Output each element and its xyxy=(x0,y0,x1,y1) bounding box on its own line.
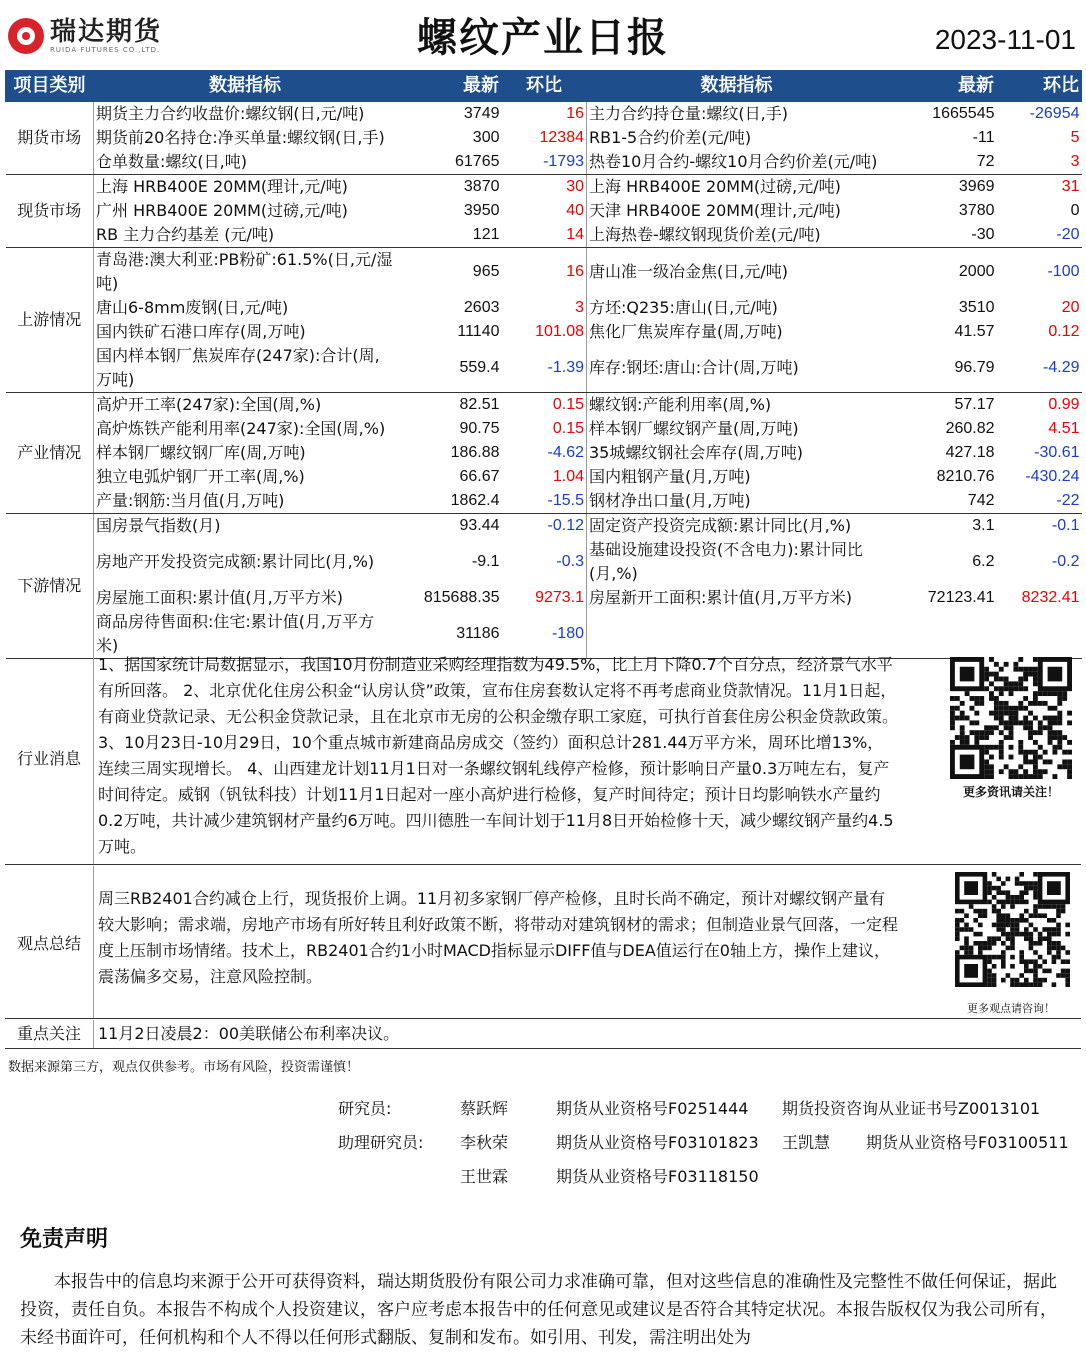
indicator-change: -15.5 xyxy=(502,489,587,514)
focus-text: 11月2日凌晨2：00美联储公布利率决议。 xyxy=(98,1024,400,1043)
news-text: 1、据国家统计局数据显示，我国10月份制造业采购经理指数为49.5%，比上月下降0.7个百分点，经济景气水平有所回落。 2、北京优化住房公积金“认房认贷”政策，宣布住房套数认定将不再考虑商业贷款情况。11月1日起，有商业贷款记录、无公积金贷款记录，且在北京市无房的公积金缴存职工家庭，可执行首套住房公积金贷款政策。 3、10月23日-10月29日，10个重点城市新建商品房成交（签约）面积总计281.44万平方米，周环比增13%，连续三周实现增长。 4、山西建龙计划11月1日对一条螺纹钢轧线停产检修，预计影响日产量0.3万吨左右，复产时间待定。威钢（钒钛科技）计划11月1日起对一座小高炉进行检修，复产时间待定；预计日均影响铁水产量约0.2万吨，共计减少建筑钢材产量约6万吨。四川德胜一车间计划于11月8日开始检修十天，减少螺纹钢产量约4.5万吨。 xyxy=(98,655,899,856)
news-label: 行业消息 xyxy=(5,651,94,864)
risk-note: 数据来源第三方，观点仅供参考。市场有风险，投资需谨慎！ xyxy=(8,1060,360,1075)
indicator-name: RB1-5合约价差(元/吨) xyxy=(589,128,752,147)
indicator-latest: 1862.4 xyxy=(397,489,502,514)
indicator-name: 基础设施建设投资(不含电力):累计同比(月,%) xyxy=(589,540,863,583)
indicator-change: -1.39 xyxy=(502,344,587,393)
indicator-change: -4.29 xyxy=(997,344,1082,393)
logo-english: RUIDA FUTURES CO.,LTD. xyxy=(50,46,161,54)
indicator-change: -1793 xyxy=(502,150,587,175)
researcher-name: 蔡跃辉 xyxy=(460,1099,509,1118)
indicator-latest: 82.51 xyxy=(459,396,500,413)
table-row xyxy=(6,465,1082,489)
indicator-change: -22 xyxy=(997,489,1082,514)
table-row xyxy=(6,150,1082,175)
col-latest-right: 最新 xyxy=(887,71,997,102)
indicator-latest: 186.88 xyxy=(450,444,500,461)
report-header xyxy=(0,0,1086,70)
researcher-label: 研究员: xyxy=(338,1099,392,1118)
indicator-latest: 3950 xyxy=(463,202,500,219)
indicator-change: 4.51 xyxy=(1048,420,1080,437)
indicator-latest: 57.17 xyxy=(954,396,995,413)
indicator-change: 12384 xyxy=(502,126,587,150)
indicator-change: 0.12 xyxy=(1048,323,1080,340)
col-change-left: 环比 xyxy=(502,71,587,102)
focus-label: 重点关注 xyxy=(5,1020,94,1048)
indicator-name: 库存:钢坯:唐山:合计(周,万吨) xyxy=(587,344,887,393)
table-row xyxy=(6,102,1082,127)
report-date: 2023-11-01 xyxy=(934,24,1076,55)
assistant-license-3: 期货从业资格号F03118150 xyxy=(556,1167,759,1186)
table-row xyxy=(6,344,1082,393)
col-category: 项目类别 xyxy=(6,71,94,102)
indicator-name: 钢材净出口量(月,万吨) xyxy=(587,489,887,514)
indicator-change: 14 xyxy=(502,223,587,248)
indicator-latest: 3.1 xyxy=(972,517,995,534)
indicator-name: 上海 HRB400E 20MM(过磅,元/吨) xyxy=(589,177,841,196)
indicator-name: 焦化厂焦炭库存量(周,万吨) xyxy=(589,322,783,341)
indicator-name: 期货主力合约收盘价:螺纹钢(日,元/吨) xyxy=(96,104,365,123)
table-row xyxy=(6,393,1082,418)
table-row xyxy=(6,199,1082,223)
indicator-change: -0.1 xyxy=(1051,517,1080,534)
table-row xyxy=(6,489,1082,514)
indicator-latest: 31186 xyxy=(397,610,502,659)
indicator-name: 房地产开发投资完成额:累计同比(月,%) xyxy=(96,552,375,571)
indicator-name: 天津 HRB400E 20MM(理计,元/吨) xyxy=(589,201,841,220)
indicator-name: 固定资产投资完成额:累计同比(月,%) xyxy=(589,516,852,535)
indicator-latest: 3780 xyxy=(958,202,995,219)
indicator-name: 高炉开工率(247家):全国(周,%) xyxy=(96,395,322,414)
indicator-name: 唐山准一级冶金焦(日,元/吨) xyxy=(589,262,788,281)
category-cell: 期货市场 xyxy=(6,102,94,175)
indicator-change: -30.61 xyxy=(1034,444,1080,461)
indicator-name: 高炉炼铁产能利用率(247家):全国(周,%) xyxy=(96,419,386,438)
researcher-license: 期货从业资格号F0251444 xyxy=(556,1099,749,1118)
indicator-change: -180 xyxy=(502,610,587,659)
news-section xyxy=(5,651,1081,865)
indicator-latest: 260.82 xyxy=(945,420,995,437)
indicator-latest: 559.4 xyxy=(397,344,502,393)
indicator-latest: 96.79 xyxy=(887,344,997,393)
indicator-latest: 2603 xyxy=(463,299,500,316)
indicator-latest: 66.67 xyxy=(459,468,500,485)
indicator-latest: 121 xyxy=(397,223,502,248)
indicator-name: 样本钢厂螺纹钢产量(周,万吨) xyxy=(589,419,799,438)
indicator-change: 101.08 xyxy=(502,320,587,344)
indicator-change: 31 xyxy=(1061,178,1080,195)
table-row xyxy=(6,126,1082,150)
indicator-change: -430.24 xyxy=(1025,468,1080,485)
indicator-latest: 90.75 xyxy=(459,420,500,437)
table-row xyxy=(6,441,1082,465)
assistant-license-2: 期货从业资格号F03100511 xyxy=(866,1133,1069,1152)
category-cell: 下游情况 xyxy=(6,514,94,659)
indicator-change: 5 xyxy=(1070,129,1080,146)
indicator-name: 螺纹钢:产能利用率(周,%) xyxy=(589,395,772,414)
category-cell: 产业情况 xyxy=(6,393,94,514)
qr-code-news-icon xyxy=(950,657,1072,779)
indicator-change: -100 xyxy=(1047,263,1080,280)
col-latest-left: 最新 xyxy=(397,71,502,102)
indicator-name: 房屋新开工面积:累计值(月,万平方米) xyxy=(589,588,852,607)
indicator-change: 16 xyxy=(502,248,587,297)
logo-name: 瑞达期货 xyxy=(50,17,163,47)
col-indicator-right: 数据指标 xyxy=(587,71,887,102)
indicator-latest: 41.57 xyxy=(954,323,995,340)
indicator-change: 8232.41 xyxy=(1021,589,1080,606)
indicator-change: 3 xyxy=(502,296,587,320)
indicator-change: -0.2 xyxy=(1051,553,1080,570)
indicator-change: -26954 xyxy=(1029,105,1080,122)
indicator-name: 样本钢厂螺纹钢厂库(周,万吨) xyxy=(96,443,306,462)
indicator-latest: -11 xyxy=(972,129,995,146)
indicator-latest: 965 xyxy=(472,263,500,280)
indicator-name: 国内样本钢厂焦炭库存(247家):合计(周,万吨) xyxy=(94,344,397,393)
indicator-name: 广州 HRB400E 20MM(过磅,元/吨) xyxy=(96,201,348,220)
indicator-latest: 93.44 xyxy=(459,517,500,534)
indicator-name: 35城螺纹钢社会库存(周,万吨) xyxy=(589,443,803,462)
indicator-latest: 3969 xyxy=(958,178,995,195)
qr-code-summary-icon xyxy=(955,872,1070,987)
indicator-latest: 3749 xyxy=(463,105,500,122)
table-row xyxy=(6,175,1082,200)
indicator-latest: 61765 xyxy=(397,150,502,175)
indicator-latest: -30 xyxy=(887,223,997,248)
indicator-change: -0.3 xyxy=(502,538,587,586)
indicator-name: 国内粗钢产量(月,万吨) xyxy=(589,467,751,486)
indicator-change: -4.62 xyxy=(502,441,587,465)
indicator-change: -0.12 xyxy=(502,514,587,539)
indicator-change: 16 xyxy=(502,102,587,127)
indicator-latest: 6.2 xyxy=(972,553,995,570)
summary-section xyxy=(5,866,1081,1019)
indicator-name: 仓单数量:螺纹(日,吨) xyxy=(94,150,397,175)
indicator-name: 方坯:Q235:唐山(日,元/吨) xyxy=(589,298,778,317)
assistant-name-1: 李秋荣 xyxy=(460,1133,509,1152)
indicator-latest: 8210.76 xyxy=(936,468,995,485)
indicator-change: 0.99 xyxy=(1048,396,1080,413)
data-table xyxy=(5,70,1082,659)
qr-caption-news: 更多资讯请关注！ xyxy=(962,785,1059,799)
report-title: 螺纹产业日报 xyxy=(417,15,669,61)
indicator-latest: 72 xyxy=(887,150,997,175)
indicator-latest: 1665545 xyxy=(932,105,995,122)
indicator-name: 上海热卷-螺纹钢现货价差(元/吨) xyxy=(587,223,887,248)
indicator-latest: 11140 xyxy=(457,323,500,340)
indicator-change: 20 xyxy=(1061,299,1080,316)
category-cell: 现货市场 xyxy=(6,175,94,248)
indicator-change: 0 xyxy=(1070,202,1080,219)
indicator-change: 1.04 xyxy=(502,465,587,489)
indicator-name: 上海 HRB400E 20MM(理计,元/吨) xyxy=(96,177,348,196)
table-row xyxy=(6,586,1082,610)
indicator-latest: 427.18 xyxy=(945,444,995,461)
indicator-name: 独立电弧炉钢厂开工率(周,%) xyxy=(96,467,305,486)
indicator-name: 唐山6-8mm废钢(日,元/吨) xyxy=(96,298,289,317)
indicator-change: -20 xyxy=(997,223,1082,248)
category-cell: 上游情况 xyxy=(6,248,94,393)
indicator-name: 热卷10月合约-螺纹10月合约价差(元/吨) xyxy=(587,150,887,175)
table-header-row xyxy=(6,71,1082,102)
col-indicator-left: 数据指标 xyxy=(94,71,397,102)
indicator-name: 产量:钢筋:当月值(月,万吨) xyxy=(94,489,397,514)
indicator-latest: 815688.35 xyxy=(423,589,500,606)
assistant-name-3: 王世霖 xyxy=(460,1167,509,1186)
indicator-name: 国内铁矿石港口库存(周,万吨) xyxy=(96,322,306,341)
table-row xyxy=(6,248,1082,297)
indicator-name: 商品房待售面积:住宅:累计值(月,万平方米) xyxy=(94,610,397,659)
disclaimer-text: 本报告中的信息均来源于公开可获得资料，瑞达期货股份有限公司力求准确可靠，但对这些信息的准确性及完整性不做任何保证，据此投资，责任自负。本报告不构成个人投资建议，客户应考虑本报告中的任何意见或建议是否符合其特定状况。本报告版权仅为我公司所有，未经书面许可，任何机构和个人不得以任何形式翻版、复制和发布。如引用、刊发，需注明出处为 xyxy=(20,1272,1057,1348)
indicator-name: 期货前20名持仓:净买单量:螺纹钢(日,手) xyxy=(96,128,385,147)
focus-section xyxy=(5,1020,1081,1049)
indicator-name: 国房景气指数(月) xyxy=(96,516,221,535)
indicator-change: 30 xyxy=(502,175,587,200)
indicator-change: 9273.1 xyxy=(502,586,587,610)
table-row xyxy=(6,223,1082,248)
indicator-latest: 300 xyxy=(472,129,500,146)
table-row xyxy=(6,538,1082,586)
summary-text: 周三RB2401合约减仓上行，现货报价上调。11月初多家钢厂停产检修，且时长尚不确定，预计对螺纹钢产量有较大影响；需求端，房地产市场有所好转且利好政策不断，将带动对建筑钢材的需求；但制造业景气回落，一定程度上压制市场情绪。技术上，RB2401合约1小时MACD指标显示DIFF值与DEA值运行在0轴上方，操作上建议，震荡偏多交易，注意风险控制。 xyxy=(98,889,899,986)
indicator-latest: 3510 xyxy=(958,299,995,316)
table-row xyxy=(6,417,1082,441)
indicator-change: 0.15 xyxy=(502,417,587,441)
indicator-change: 3 xyxy=(997,150,1082,175)
assistant-license-1: 期货从业资格号F03101823 xyxy=(556,1133,759,1152)
disclaimer-title: 免责声明 xyxy=(20,1227,109,1252)
indicator-latest: 72123.41 xyxy=(927,589,995,606)
indicator-latest: 742 xyxy=(887,489,997,514)
indicator-latest: 3870 xyxy=(463,178,500,195)
summary-label: 观点总结 xyxy=(5,866,94,1018)
col-change-right: 环比 xyxy=(997,71,1082,102)
table-row xyxy=(6,320,1082,344)
indicator-name: 主力合约持仓量:螺纹(日,手) xyxy=(589,104,788,123)
researcher-consult-license: 期货投资咨询从业证书号Z0013101 xyxy=(782,1099,1041,1118)
indicator-name: RB 主力合约基差 (元/吨) xyxy=(94,223,397,248)
assistant-label: 助理研究员: xyxy=(338,1133,424,1152)
table-row xyxy=(6,514,1082,539)
indicator-latest: -9.1 xyxy=(471,553,500,570)
indicator-name: 房屋施工面积:累计值(月,万平方米) xyxy=(96,588,343,607)
indicator-change: 0.15 xyxy=(502,393,587,418)
indicator-name: 青岛港:澳大利亚:PB粉矿:61.5%(日,元/湿吨) xyxy=(96,250,393,293)
table-row xyxy=(6,296,1082,320)
qr-caption-summary: 更多观点请咨询！ xyxy=(967,1002,1055,1015)
indicator-latest: 2000 xyxy=(958,263,995,280)
assistant-name-2: 王凯慧 xyxy=(782,1133,831,1152)
indicator-change: 40 xyxy=(502,199,587,223)
